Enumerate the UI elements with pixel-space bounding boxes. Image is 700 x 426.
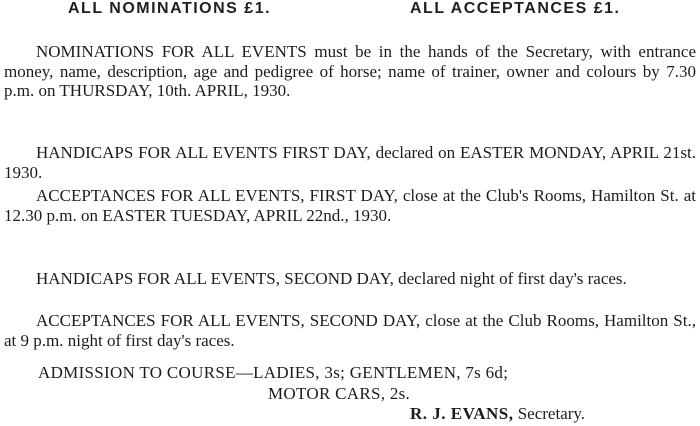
nominations-paragraph (4, 42, 696, 101)
signature (410, 404, 585, 424)
handicaps-first-day-paragraph (4, 143, 696, 182)
handicaps-second-day-paragraph (4, 269, 696, 289)
header-acceptances-fee: ALL ACCEPTANCES £1. (410, 0, 621, 17)
header-nominations-fee: ALL NOMINATIONS £1. (68, 0, 272, 17)
acceptances-second-day-paragraph (4, 311, 696, 350)
header (0, 0, 700, 22)
motor-cars-price: MOTOR CARS, 2s. (268, 384, 411, 403)
acceptances-first-day-text: ACCEPTANCES FOR ALL EVENTS, FIRST DAY, close at the Club's Rooms, Hamilton St. at 12.30 p.m. on EASTER TUESDAY, APRIL 22nd., 1930. (4, 186, 696, 225)
nominations-text: NOMINATIONS FOR ALL EVENTS must be in the hands of the Secretary, with entrance money, name, description, age and pedigree of horse; name of trainer, owner and colours by 7.30 p.m. on THURSDAY, 10th. APRIL, 1930. (4, 42, 696, 100)
admission-prices: ADMISSION TO COURSE—LADIES, 3s; GENTLEMEN, 7s 6d; (38, 363, 509, 382)
handicaps-first-day-text: HANDICAPS FOR ALL EVENTS FIRST DAY, declared on EASTER MONDAY, APRIL 21st. 1930. (4, 143, 696, 182)
secretary-title: Secretary. (517, 404, 586, 423)
acceptances-first-day-paragraph (4, 186, 696, 225)
acceptances-second-day-text: ACCEPTANCES FOR ALL EVENTS, SECOND DAY, close at the Club Rooms, Hamilton St., at 9 p.m. night of first day's races. (4, 311, 696, 350)
secretary-name: R. J. EVANS, (410, 404, 514, 423)
handicaps-second-day-text: HANDICAPS FOR ALL EVENTS, SECOND DAY, declared night of first day's races. (36, 269, 627, 288)
